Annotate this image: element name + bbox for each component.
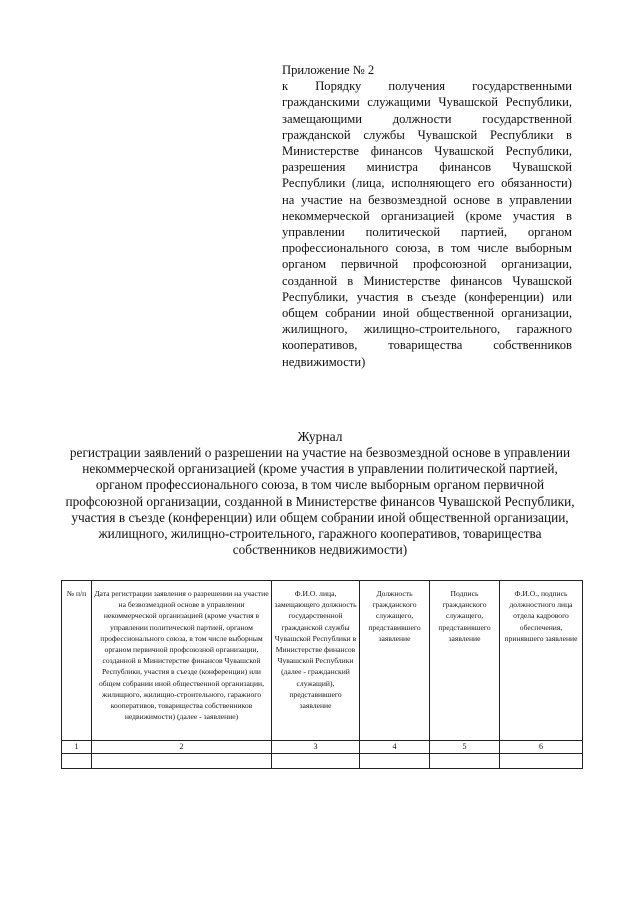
column-number: 6 (500, 741, 583, 754)
table-cell (500, 754, 583, 769)
table-column-number-row (62, 741, 583, 754)
header-cell-number: № п/п (62, 581, 92, 741)
journal-title: Журнал (297, 429, 343, 444)
table-cell (92, 754, 272, 769)
header-cell-signature: Подпись гражданского служащего, представившего заявление (430, 581, 500, 741)
table-cell (272, 754, 360, 769)
table-empty-row (62, 754, 583, 769)
table-header-row (62, 581, 583, 741)
registration-table (61, 580, 583, 769)
appendix-text: к Порядку получения государственными гражданскими служащими Чувашской Республики, замещающими должности государственной гражданской службы Чувашской Республики в Министерстве финансов Чувашской Республики, разрешения министра финансов Чувашской Республики (лица, исполняющего его обязанности) на участие на безвозмездной основе в управлении некоммерческой организацией (кроме участия в управлении политической партией, органом профессионального союза, в том числе выборным органом первичной профсоюзной организации, созданной в Министерстве финансов Чувашской Республики, участия в съезде (конференции) или общем собрании иной общественной организации, жилищного, жилищно-строительного, гаражного кооперативов, товарищества собственников недвижимости) (282, 79, 572, 369)
header-cell-position: Должность гражданского служащего, представившего заявление (360, 581, 430, 741)
column-number: 3 (272, 741, 360, 754)
column-number: 1 (62, 741, 92, 754)
column-number: 4 (360, 741, 430, 754)
header-cell-hr-official: Ф.И.О., подпись должностного лица отдела кадрового обеспечения, принявшего заявление (500, 581, 583, 741)
appendix-heading: Приложение № 2 (282, 63, 375, 77)
column-number: 5 (430, 741, 500, 754)
header-cell-fullname: Ф.И.О. лица, замещающего должность государственной гражданской службы Чувашской Республики в Министерстве финансов Чувашской Республики (далее - гражданский служащий), представившего заявление (272, 581, 360, 741)
table-cell (430, 754, 500, 769)
column-number: 2 (92, 741, 272, 754)
appendix-block (282, 62, 572, 370)
journal-subtitle: регистрации заявлений о разрешении на участие на безвозмездной основе в управлении некоммерческой организацией (кроме участия в управлении политической партией, органом профессионального союза, в том числе выборным органом первичной профсоюзной организации, созданной в Министерстве финансов Чувашской Республики, участия в съезде (конференции) или общем собрании иной общественной организации, жилищного, жилищно-строительного, гаражного кооперативов, товарищества собственников недвижимости) (65, 445, 575, 558)
header-cell-date: Дата регистрации заявления о разрешении на участие на безвозмездной основе в управлении некоммерческой организацией (кроме участия в управлении политической партией, органом профессионального союза, в том числе выборным органом первичной профсоюзной организации, созданной в Министерстве финансов Чувашской Республики, участия в съезде (конференции) или общем собрании иной общественной организации, жилищного, жилищно-строительного, гаражного кооперативов, товарищества собственников недвижимости) (далее - заявление) (92, 581, 272, 741)
table-cell (62, 754, 92, 769)
table-cell (360, 754, 430, 769)
